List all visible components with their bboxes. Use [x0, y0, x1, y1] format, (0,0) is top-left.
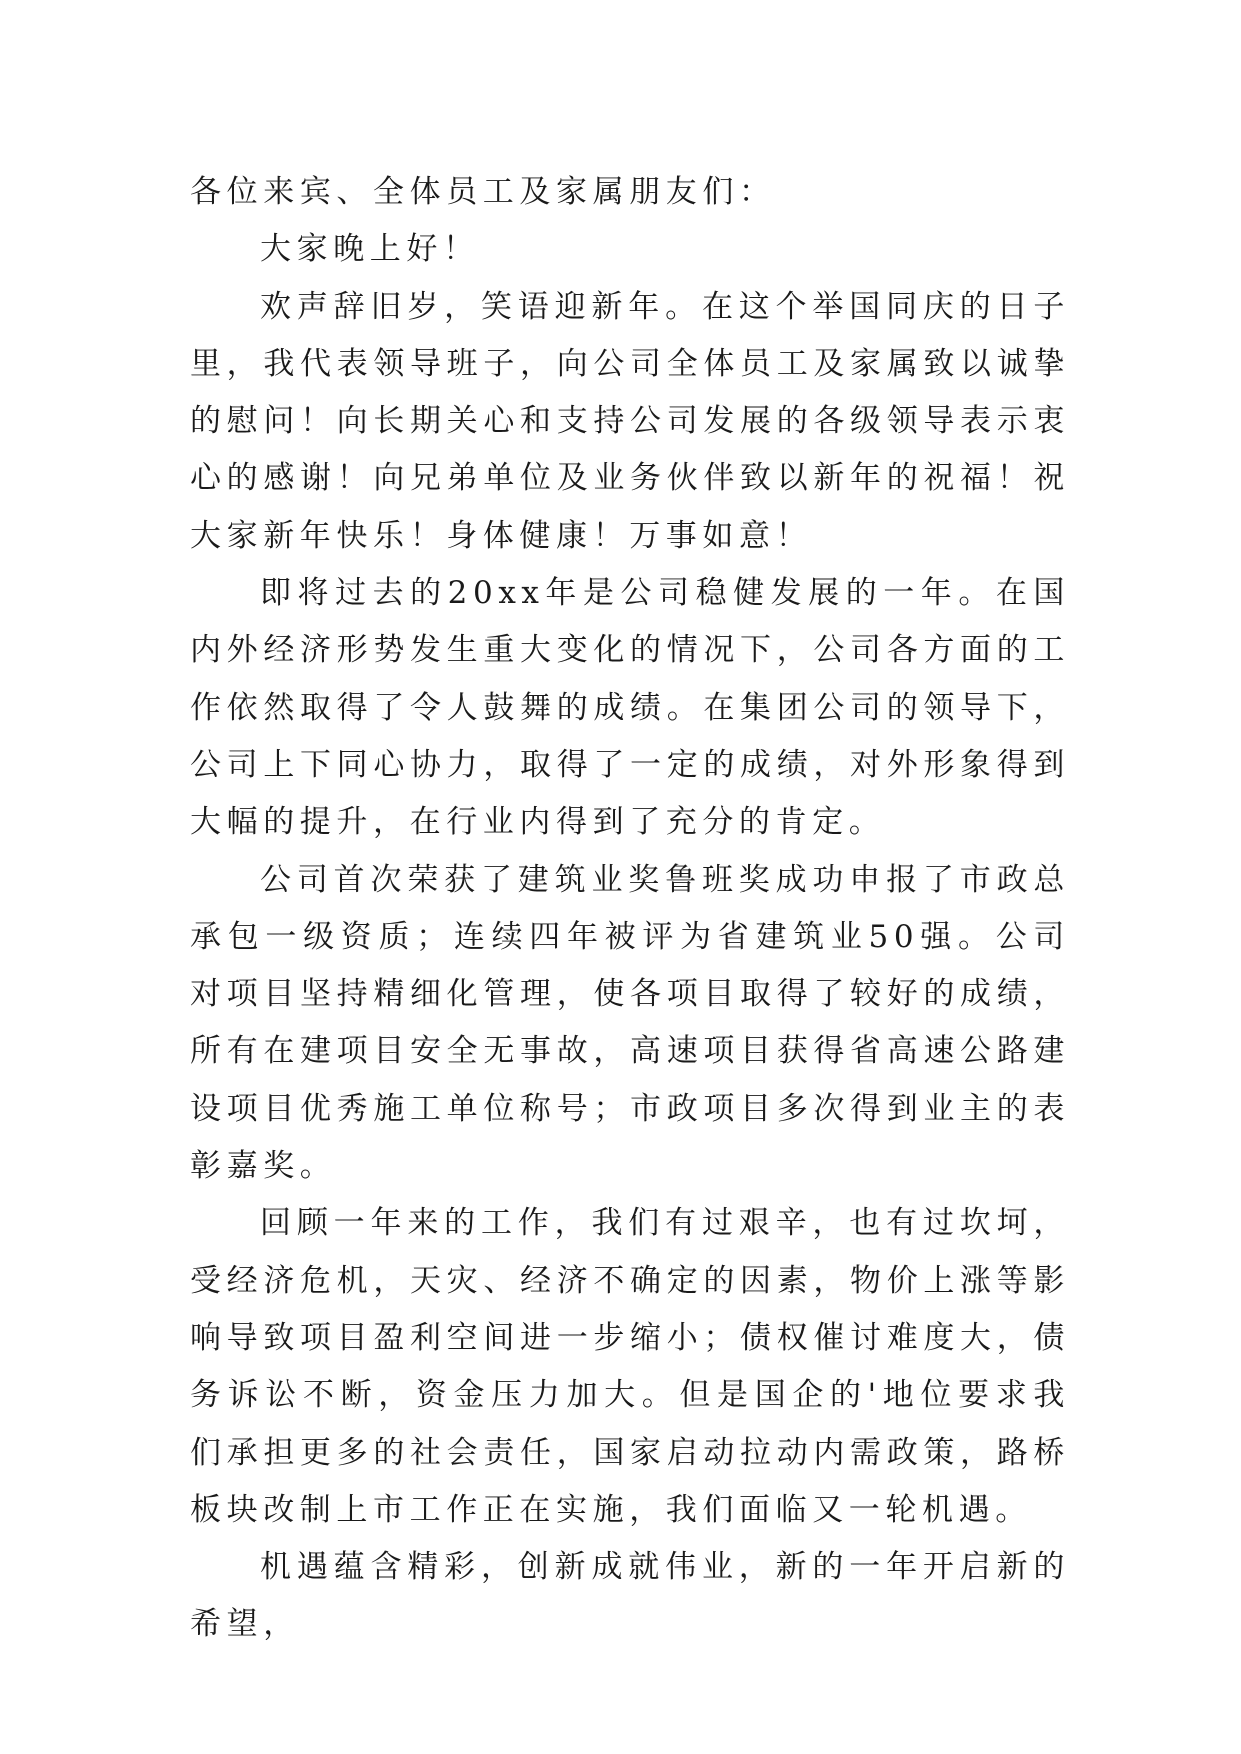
paragraph-year-review: 即将过去的20xx年是公司稳健发展的一年。在国内外经济形势发生重大变化的情况下，公司各方面的工作依然取得了令人鼓舞的成绩。在集团公司的领导下，公司上下同心协力，取得了一定的成绩，对外形象得到大幅的提升，在行业内得到了充分的肯定。 — [190, 575, 1070, 841]
greeting-line: 大家晚上好！ — [260, 231, 480, 268]
paragraph-new-year-wishes: 欢声辞旧岁，笑语迎新年。在这个举国同庆的日子里，我代表领导班子，向公司全体员工及家属致以诚挚的慰问！向长期关心和支持公司发展的各级领导表示衷心的感谢！向兄弟单位及业务伙伴致以新年的祝福！祝大家新年快乐！身体健康！万事如意！ — [190, 288, 1070, 554]
paragraph-achievements: 公司首次荣获了建筑业奖鲁班奖成功申报了市政总承包一级资质；连续四年被评为省建筑业50强。公司对项目坚持精细化管理，使各项目取得了较好的成绩，所有在建项目安全无事故，高速项目获得省高速公路建设项目优秀施工单位称号；市政项目多次得到业主的表彰嘉奖。 — [190, 861, 1070, 1185]
paragraph-challenges: 回顾一年来的工作，我们有过艰辛，也有过坎坷，受经济危机，天灾、经济不确定的因素，物价上涨等影响导致项目盈利空间进一步缩小；债权催讨难度大，债务诉讼不断，资金压力加大。但是国企的'地位要求我们承担更多的社会责任，国家启动拉动内需政策，路桥板块改制上市工作正在实施，我们面临又一轮机遇。 — [190, 1205, 1070, 1528]
salutation-line: 各位来宾、全体员工及家属朋友们： — [190, 174, 776, 210]
document-body — [190, 164, 1070, 1654]
paragraph-opportunities: 机遇蕴含精彩，创新成就伟业，新的一年开启新的希望， — [190, 1549, 1070, 1643]
